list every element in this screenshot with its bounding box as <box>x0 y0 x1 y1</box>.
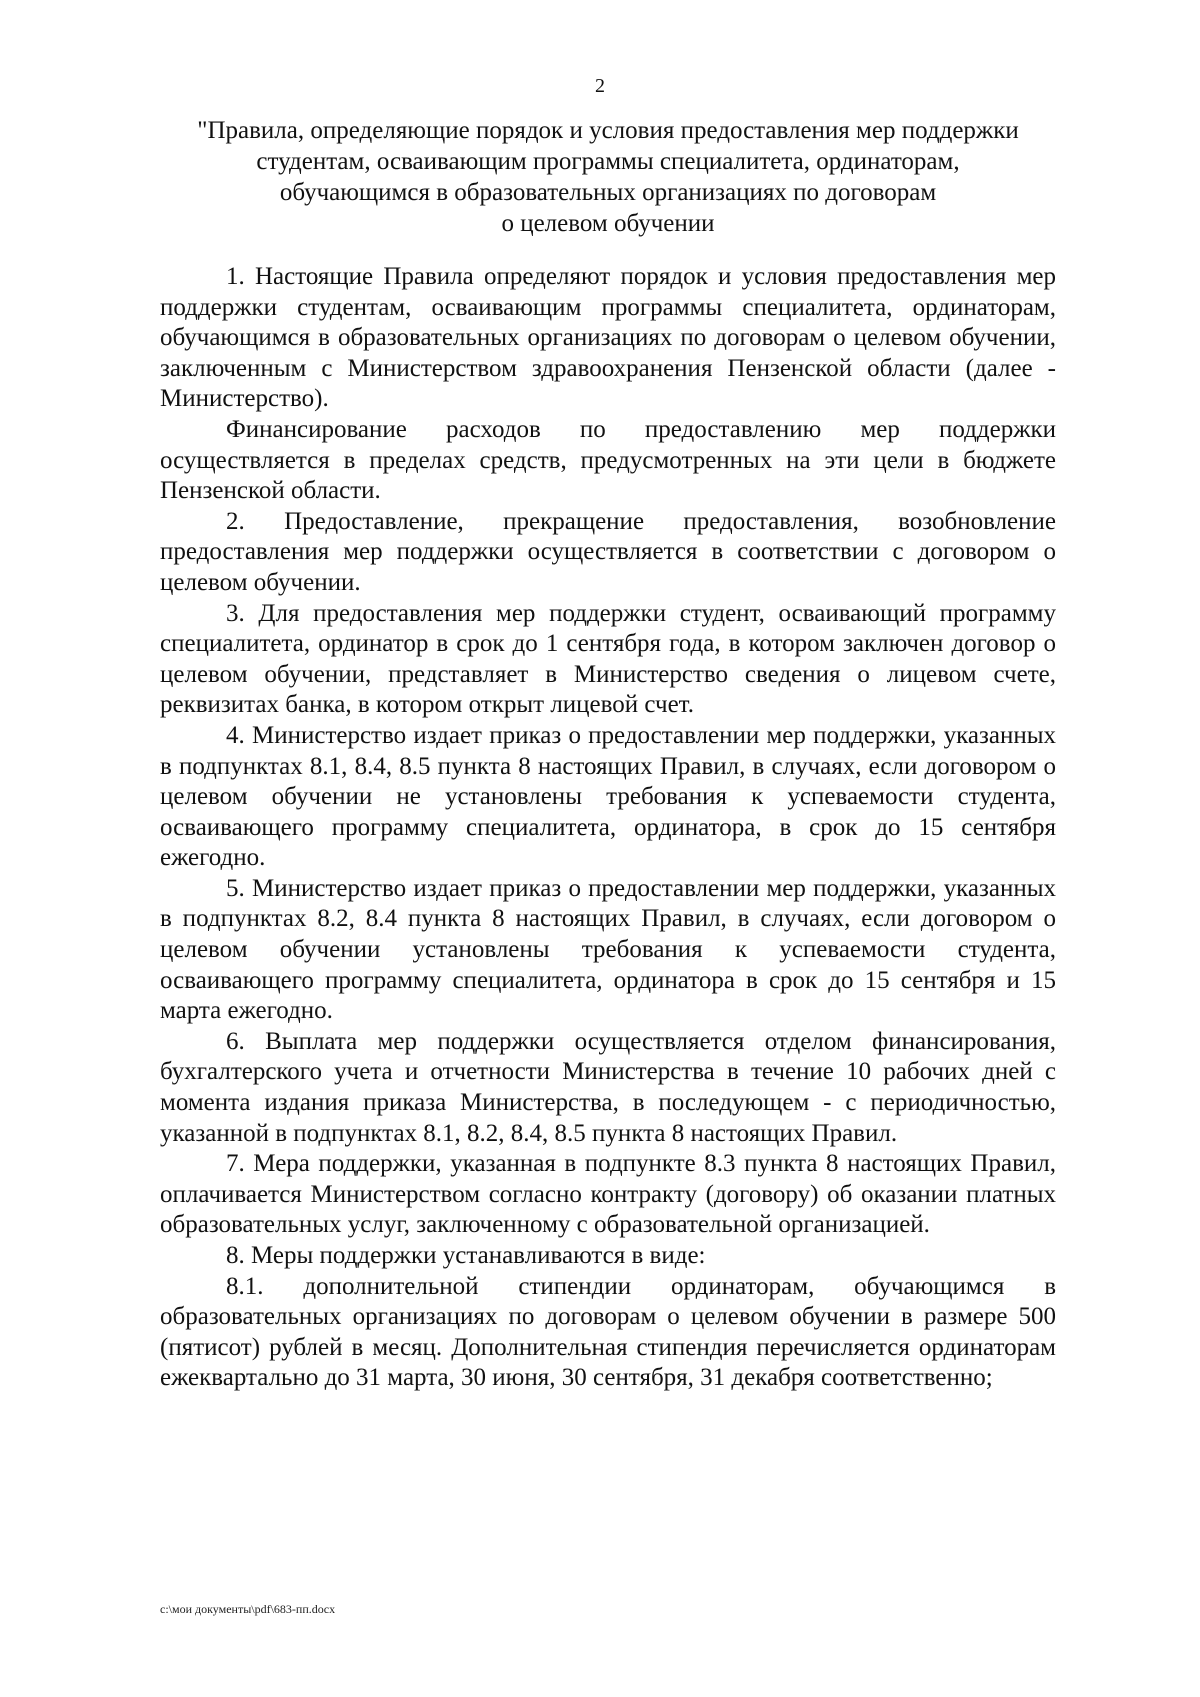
title-line: "Правила, определяющие порядок и условия предоставления мер поддержки <box>197 117 1019 144</box>
paragraph-7: 7. Мера поддержки, указанная в подпункте 8.3 пункта 8 настоящих Правил, оплачивается Министерством согласно контракту (договору) об оказании платных образовательных услуг, заключенному с образовательной организацией. <box>160 1150 1056 1239</box>
document-title <box>160 115 1056 239</box>
document-body <box>160 262 1056 1394</box>
title-line: о целевом обучении <box>501 210 715 237</box>
paragraph-3: 3. Для предоставления мер поддержки студент, осваивающий программу специалитета, ординатор в срок до 1 сентября года, в котором заключен договор о целевом обучении, представляет в Министерство сведения о лицевом счете, реквизитах банка, в котором открыт лицевой счет. <box>160 599 1056 719</box>
title-line: студентам, осваивающим программы специалитета, ординаторам, <box>256 148 960 175</box>
paragraph-1: 1. Настоящие Правила определяют порядок и условия предоставления мер поддержки студентам, осваивающим программы специалитета, ординаторам, обучающимся в образовательных организациях по договорам о целевом обучении, заключенным с Министерством здравоохранения Пензенской области (далее - Министерство). <box>160 263 1056 413</box>
paragraph-financing: Финансирование расходов по предоставлению мер поддержки осуществляется в пределах средств, предусмотренных на эти цели в бюджете Пензенской области. <box>160 415 1056 505</box>
title-line: обучающимся в образовательных организациях по договорам <box>279 179 937 206</box>
paragraph-4: 4. Министерство издает приказ о предоставлении мер поддержки, указанных в подпунктах 8.1, 8.4, 8.5 пункта 8 настоящих Правил, в случаях, если договором о целевом обучении не установлены требования к успеваемости студента, осваивающего программу специалитета, ординатора, в срок до 15 сентября ежегодно. <box>160 721 1056 872</box>
footer-file-path: c:\мои документы\pdf\683-пп.docx <box>160 1602 336 1616</box>
paragraph-5: 5. Министерство издает приказ о предоставлении мер поддержки, указанных в подпунктах 8.2, 8.4 пункта 8 настоящих Правил, в случаях, если договором о целевом обучении установлены требования к успеваемости студента, осваивающего программу специалитета, ординатора в срок до 15 сентября и 15 марта ежегодно. <box>160 874 1056 1025</box>
page-number: 2 <box>595 75 605 97</box>
paragraph-8-1: 8.1. дополнительной стипендии ординаторам, обучающимся в образовательных организациях по договорам о целевом обучении в размере 500 (пятисот) рублей в месяц. Дополнительная стипендия перечисляется ординаторам ежеквартально до 31 марта, 30 июня, 30 сентября, 31 декабря соответственно; <box>160 1272 1056 1392</box>
paragraph-6: 6. Выплата мер поддержки осуществляется отделом финансирования, бухгалтерского учета и отчетности Министерства в течение 10 рабочих дней с момента издания приказа Министерства, в последующем - с периодичностью, указанной в подпунктах 8.1, 8.2, 8.4, 8.5 пункта 8 настоящих Правил. <box>160 1027 1056 1147</box>
paragraph-8: 8. Меры поддержки устанавливаются в виде: <box>226 1242 706 1269</box>
paragraph-2: 2. Предоставление, прекращение предоставления, возобновление предоставления мер поддержки осуществляется в соответствии с договором о целевом обучении. <box>160 507 1056 596</box>
